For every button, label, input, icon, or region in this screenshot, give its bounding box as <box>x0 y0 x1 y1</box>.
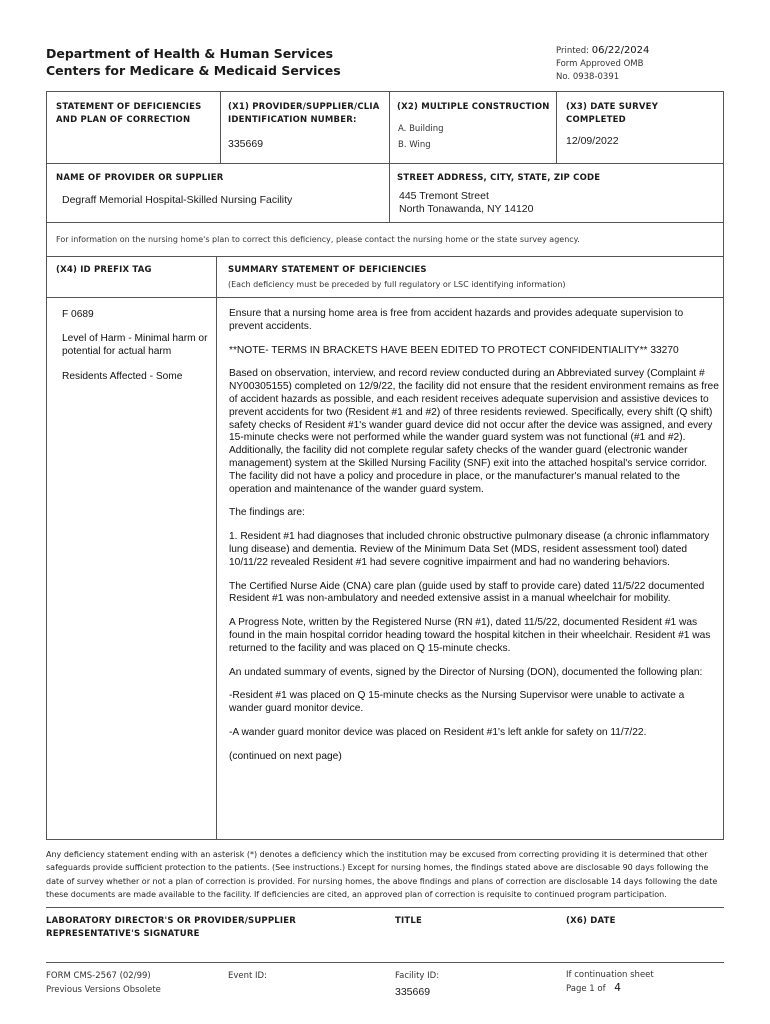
residents-affected: Residents Affected - Some <box>62 371 183 382</box>
form-approved: Form Approved OMB <box>556 59 644 69</box>
paragraph: The Certified Nurse Aide (CNA) care plan (guide used by staff to provide care) dated 11/5/22 documented Resident #1 was non-ambulatory and needed extensive assist in a manual wheelchair for mobility. <box>229 580 705 605</box>
tag-id: F 0689 <box>62 309 94 320</box>
form-number: FORM CMS-2567 (02/99) <box>46 971 151 981</box>
summary-label: SUMMARY STATEMENT OF DEFICIENCIES <box>228 265 427 275</box>
paragraph: 1. Resident #1 had diagnoses that included chronic obstructive pulmonary disease (a chronic inflammatory lung disease) and dementia. Review of the Minimum Data Set (MDS, resident assessment tool) dated 10/11/22 revealed Resident #1 had severe cognitive impairment and had no wandering behaviors. <box>229 531 710 568</box>
department-title: Department of Health & Human Services <box>46 46 334 61</box>
page-label: Page 1 of <box>566 984 606 994</box>
level-of-harm: Level of Harm - Minimal harm or potential for actual harm <box>62 333 208 357</box>
x2-label: (X2) MULTIPLE CONSTRUCTION <box>397 102 550 112</box>
paragraph: **NOTE- TERMS IN BRACKETS HAVE BEEN EDITED TO PROTECT CONFIDENTIALITY** 33270 <box>229 344 679 356</box>
provider-name: Degraff Memorial Hospital-Skilled Nursing Facility <box>62 194 293 206</box>
printed-line <box>556 44 649 58</box>
paragraph: The findings are: <box>229 507 305 519</box>
provider-name-label: NAME OF PROVIDER OR SUPPLIER <box>56 173 224 183</box>
paragraph: A Progress Note, written by the Registered Nurse (RN #1), dated 11/5/22, documented Resident #1 was found in the main hospital corridor heading toward the hospital kitchen in their wheelchair. Resident #1 was returned to the facility and was placed on Q 15-minute checks. <box>229 617 711 654</box>
address-line1: 445 Tremont Street <box>399 190 489 202</box>
statement-label: STATEMENT OF DEFICIENCIES AND PLAN OF CORRECTION <box>56 102 202 125</box>
date-label: (X6) DATE <box>566 916 616 926</box>
continued-note: (continued on next page) <box>229 750 342 762</box>
page-total: 4 <box>614 982 621 994</box>
paragraph: Ensure that a nursing home area is free from accident hazards and provides adequate supervision to prevent accidents. <box>229 308 684 332</box>
address-label: STREET ADDRESS, CITY, STATE, ZIP CODE <box>397 173 601 183</box>
info-note: For information on the nursing home's plan to correct this deficiency, please contact the nursing home or the state survey agency. <box>56 235 580 244</box>
cms-title: Centers for Medicare & Medicaid Services <box>46 63 341 78</box>
paragraph: -A wander guard monitor device was placed on Resident #1's left ankle for safety on 11/7/22. <box>229 726 647 738</box>
omb-number: No. 0938-0391 <box>556 72 620 82</box>
signature-label: LABORATORY DIRECTOR'S OR PROVIDER/SUPPLIER REPRESENTATIVE'S SIGNATURE <box>46 916 297 939</box>
survey-date: 12/09/2022 <box>566 135 619 147</box>
building-label: A. Building <box>398 124 444 134</box>
continuation-label: If continuation sheet <box>566 970 654 980</box>
provider-id: 335669 <box>228 138 264 150</box>
x3-label: (X3) DATE SURVEY COMPLETED <box>566 102 659 125</box>
paragraph: -Resident #1 was placed on Q 15-minute checks as the Nursing Supervisor were unable to activate a wander guard monitor device. <box>229 690 685 715</box>
event-id-label: Event ID: <box>228 971 267 981</box>
address-line2: North Tonawanda, NY 14120 <box>399 203 534 215</box>
facility-id-label: Facility ID: <box>395 971 440 981</box>
page-indicator <box>566 981 621 996</box>
summary-sub: (Each deficiency must be preceded by full regulatory or LSC identifying information) <box>228 280 566 289</box>
printed-date: 06/22/2024 <box>591 45 650 56</box>
x4-label: (X4) ID PREFIX TAG <box>56 265 152 275</box>
x1-label: (X1) PROVIDER/SUPPLIER/CLIA IDENTIFICATION NUMBER: <box>228 102 380 125</box>
title-label: TITLE <box>395 916 422 926</box>
deficiency-text <box>229 308 719 775</box>
printed-label: Printed: <box>556 46 590 56</box>
previous-versions: Previous Versions Obsolete <box>46 985 161 995</box>
wing-label: B. Wing <box>398 140 431 150</box>
disclaimer: Any deficiency statement ending with an asterisk (*) denotes a deficiency which the institution may be excused from correcting providing it is determined that other safeguards provide sufficient protection to the patients. (See instructions.) Except for nursing homes, the findings stated above are disclosable 90 days following the date of survey whether or not a plan of correction is provided. For nursing homes, the above findings and plans of correction are disclosable 14 days following the date these documents are made available to the facility. If deficiencies are cited, an approved plan of correction is requisite to continued program participation. <box>46 850 718 899</box>
paragraph: An undated summary of events, signed by the Director of Nursing (DON), documented the following plan: <box>229 666 703 678</box>
facility-id: 335669 <box>395 986 431 998</box>
paragraph: Based on observation, interview, and record review conducted during an Abbreviated survey (Complaint # NY00305155) completed on 12/9/22, the facility did not ensure that the resident environment remains as free of accident hazards as possible, and each resident receives adequate supervision and assistive devices to prevent accidents for two (Resident #1 and #2) of three residents reviewed. Specifically, every shift (Q shift) safety checks of Resident #1's wander guard device did not occur after the device was assigned, and every 15-minute checks were not performed while the wander guard system was not functional (#1 and #2). Additionally, the facility did not complete regular safety checks of the wander guard (electronic wander management) system at the Skilled Nursing Facility (SNF) exit into the attached hospital's service corridor. The facility did not have a policy and procedure in place, or the manufacturer's manual related to the operation and maintenance of the wander guard system. <box>229 368 719 495</box>
